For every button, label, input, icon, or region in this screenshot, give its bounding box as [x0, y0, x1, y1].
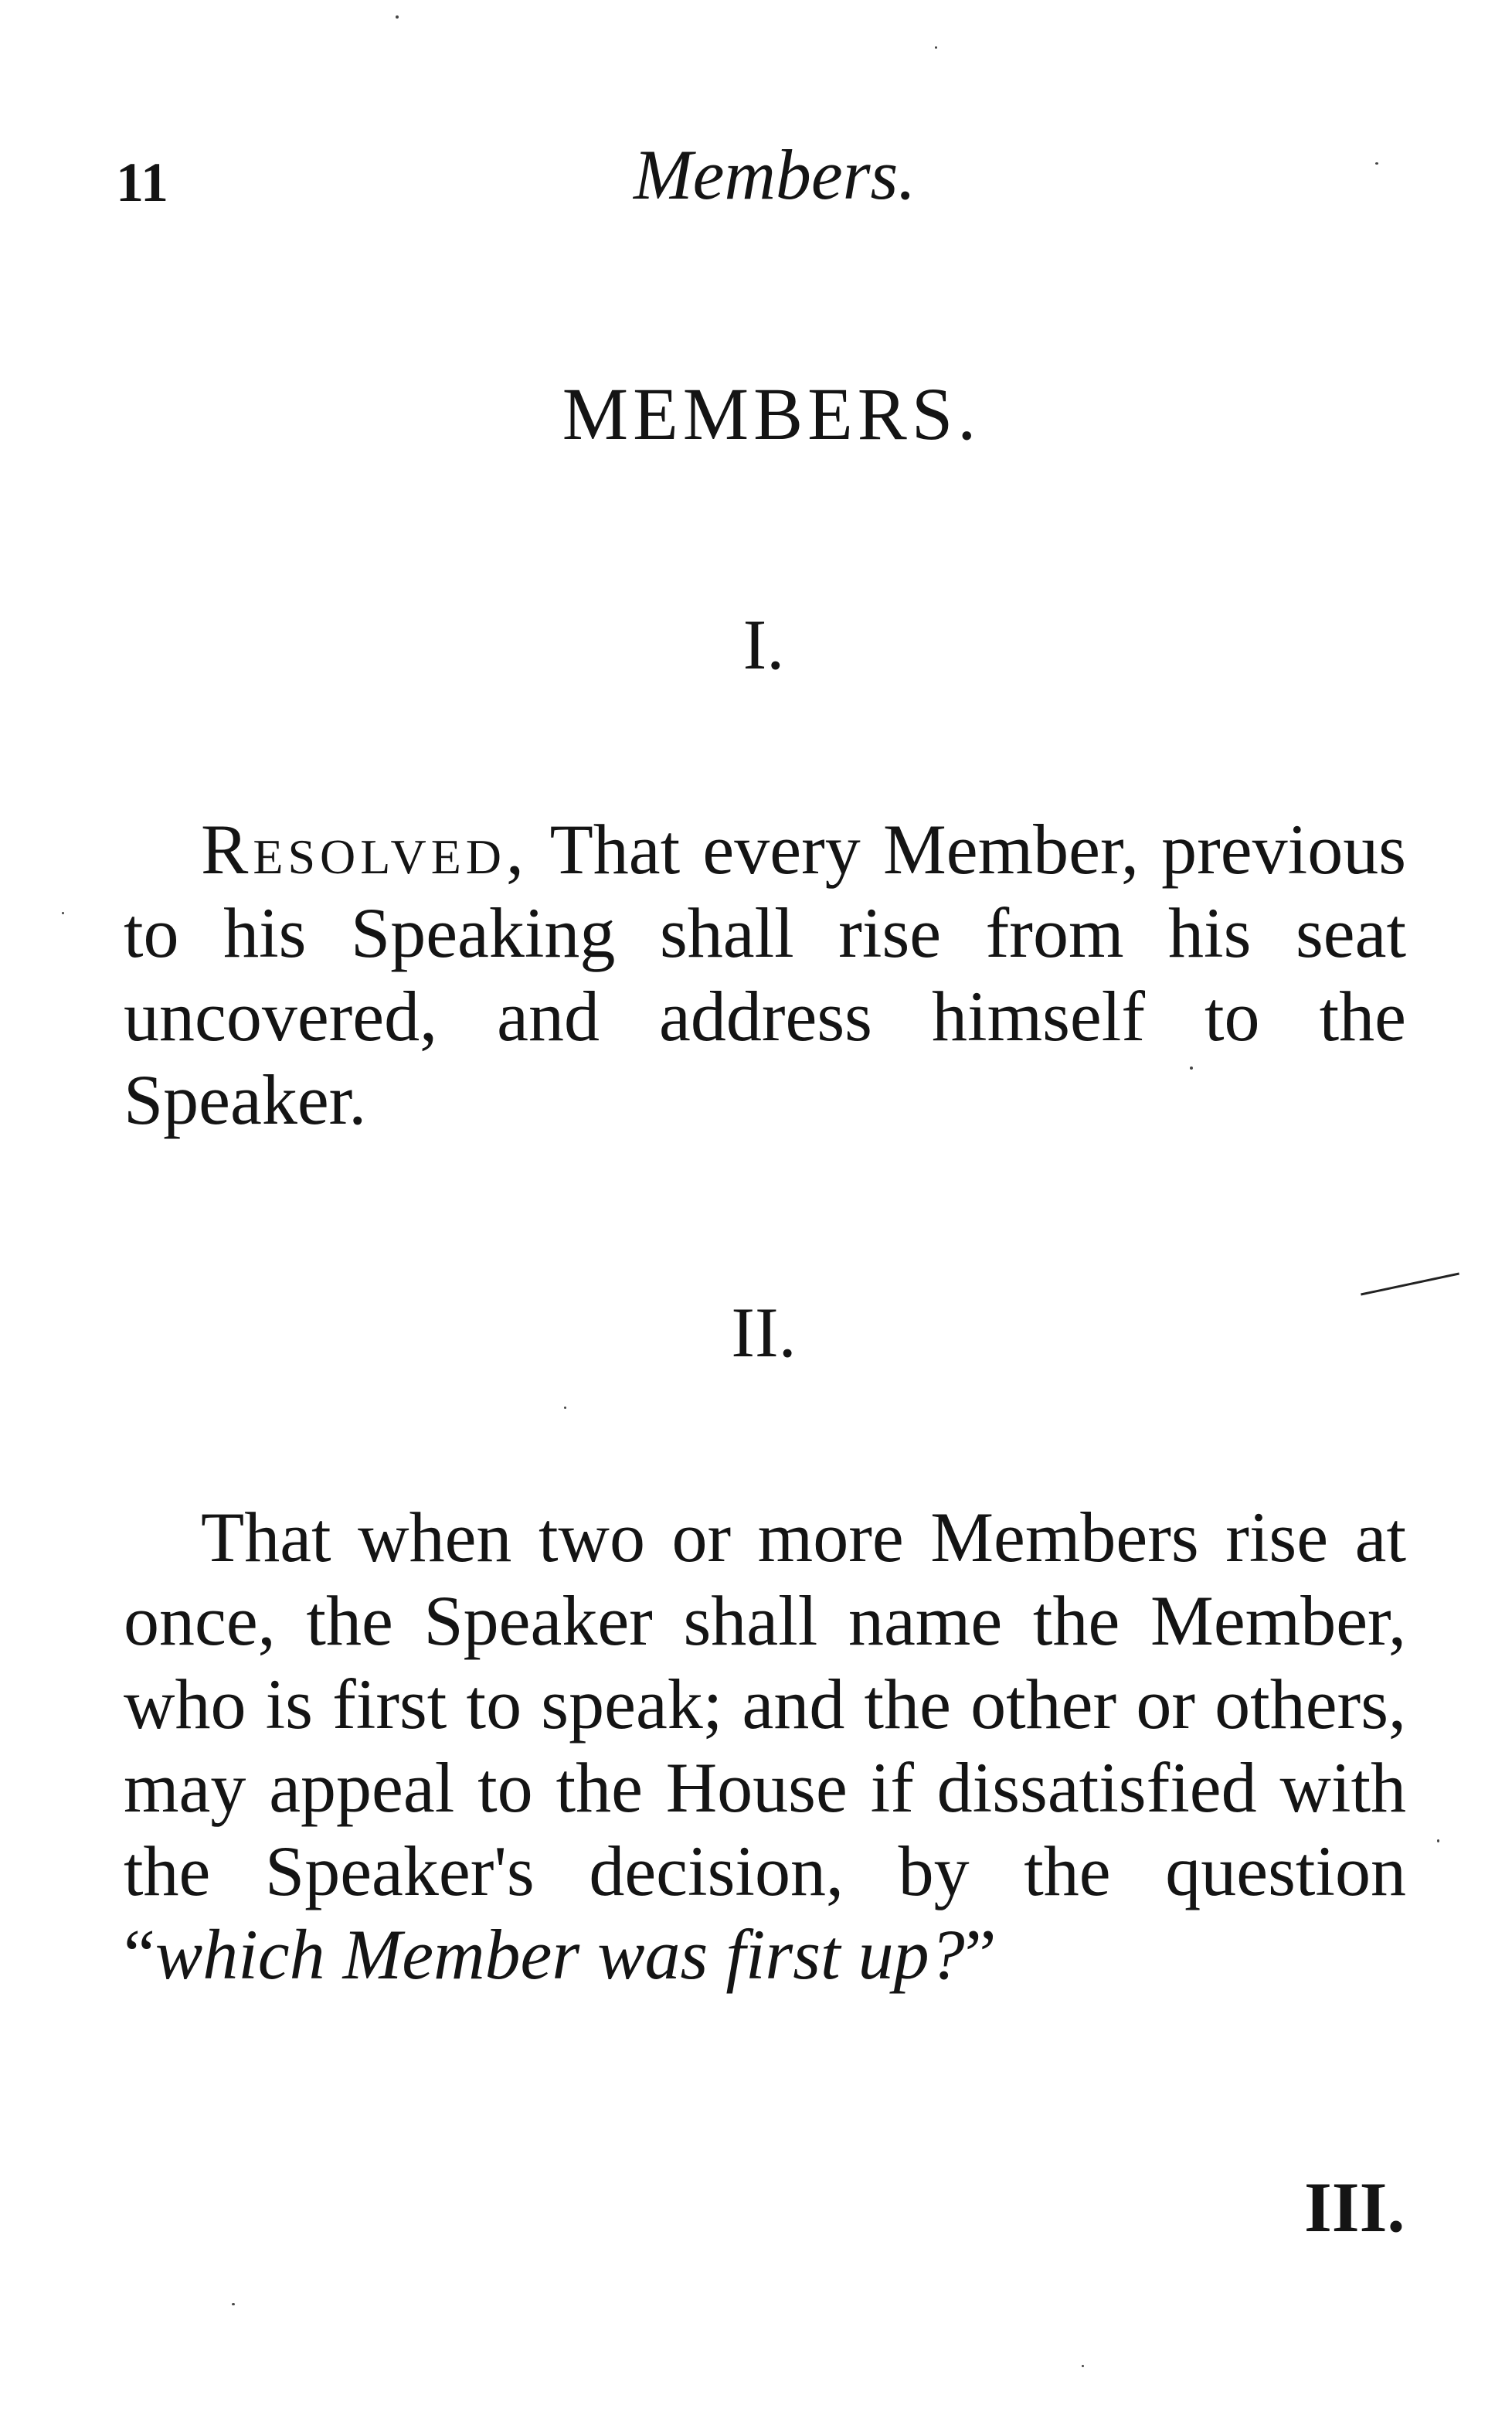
scan-speck [1190, 1067, 1193, 1070]
rule-2-text: That when two or more Members rise at once, the Speaker shall name the Member, who is first to speak; and the other or others, may appeal to the House if dissatisfied with the Speaker's decision, by the question [124, 1498, 1406, 1910]
scan-speck [935, 46, 937, 49]
scan-speck [62, 912, 64, 914]
scan-speck [1437, 1839, 1439, 1842]
scan-speck [564, 1407, 566, 1409]
rule-numeral-2: II. [731, 1293, 797, 1372]
quote-open: “ [124, 1915, 155, 1994]
quote-close: ” [964, 1915, 997, 1994]
rule-numeral-1: I. [742, 605, 785, 684]
scan-speck [396, 15, 399, 19]
catchword: III. [1304, 2168, 1405, 2247]
page-number: 11 [116, 151, 169, 213]
scan-speck [1375, 162, 1378, 165]
italic-question: which Member was first up? [155, 1915, 965, 1994]
indent-spacer [124, 810, 201, 889]
scan-speck [232, 2303, 235, 2305]
scan-speck [1082, 2365, 1084, 2367]
ink-stroke-mark [1361, 1273, 1459, 1296]
rule-1-paragraph [124, 808, 1406, 1141]
resolved-lead-word: Resolved, [201, 810, 529, 889]
section-title: MEMBERS. [562, 373, 981, 455]
indent-spacer [124, 1498, 201, 1577]
rule-1-text: That every Member, previous to his Speaking shall rise from his seat uncovered, and address himself to the Speaker. [124, 810, 1407, 1139]
running-head: Members. [634, 135, 916, 214]
rule-2-paragraph [124, 1495, 1406, 1996]
